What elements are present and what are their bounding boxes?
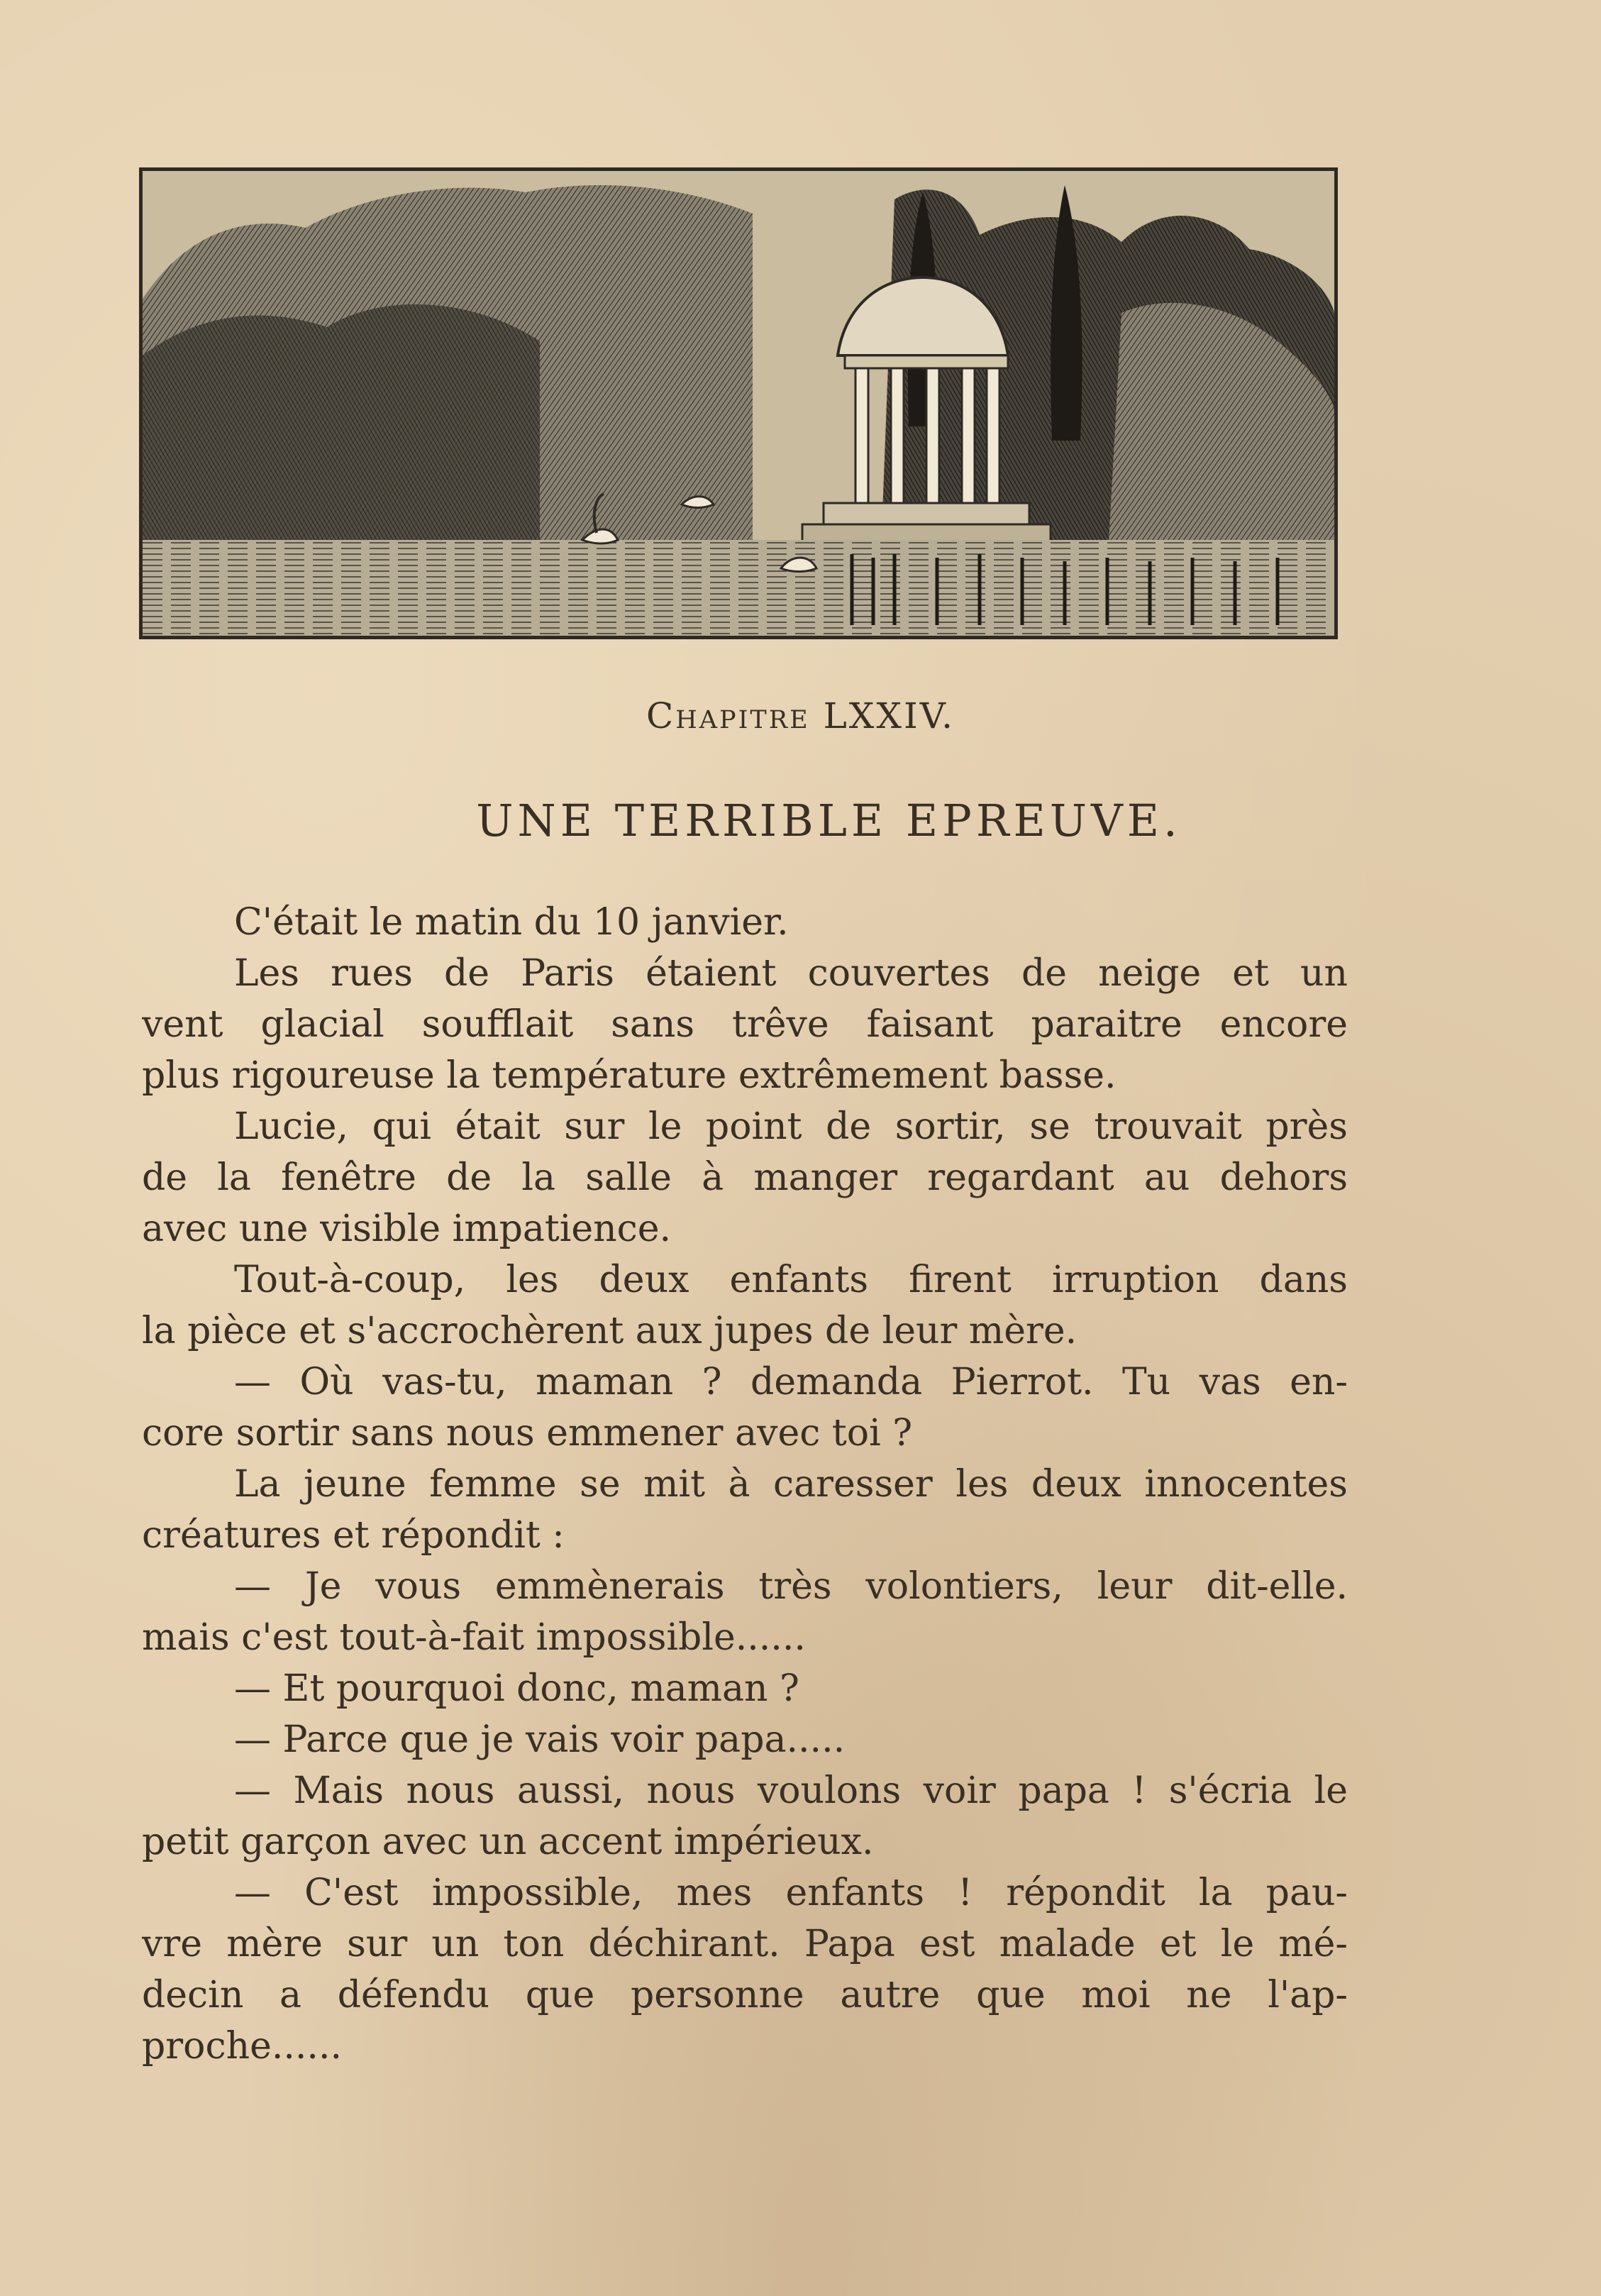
body-line-23: proche...... — [142, 2025, 343, 2068]
body-line-20: — C'est impossible, mes enfants ! répondit la pau- — [234, 1872, 1348, 1914]
body-line-17: — Parce que je vais voir papa..... — [234, 1718, 846, 1761]
body-line-3: vent glacial soufflait sans trêve faisant paraitre encore — [142, 1003, 1348, 1046]
body-line-14: — Je vous emmènerais très volontiers, leur dit-elle. — [234, 1565, 1348, 1608]
body-line-9: la pièce et s'accrochèrent aux jupes de leur mère. — [142, 1310, 1078, 1352]
body-line-19: petit garçon avec un accent impérieux. — [142, 1821, 874, 1863]
chapter-title: UNE TERRIBLE EPREUVE. — [476, 795, 1182, 846]
body-line-22: decin a défendu que personne autre que moi ne l'ap- — [142, 1974, 1348, 2016]
body-line-13: créatures et répondit : — [142, 1514, 565, 1557]
engraving-park-temple-swans-icon — [143, 171, 1334, 636]
body-line-12: La jeune femme se mit à caresser les deux innocentes — [234, 1463, 1348, 1506]
body-line-4: plus rigoureuse la température extrêmement basse. — [142, 1054, 1117, 1097]
chapter-vignette — [139, 167, 1338, 639]
body-text — [142, 897, 1348, 2072]
body-line-1: C'était le matin du 10 janvier. — [234, 901, 789, 944]
body-line-11: core sortir sans nous emmener avec toi ? — [142, 1412, 913, 1455]
body-line-8: Tout-à-coup, les deux enfants firent irruption dans — [234, 1259, 1348, 1301]
body-line-15: mais c'est tout-à-fait impossible...... — [142, 1616, 806, 1659]
body-line-6: de la fenêtre de la salle à manger regardant au dehors — [142, 1157, 1348, 1199]
body-line-7: avec une visible impatience. — [142, 1208, 672, 1250]
body-line-2: Les rues de Paris étaient couvertes de neige et un — [234, 952, 1348, 995]
body-line-21: vre mère sur un ton déchirant. Papa est malade et le mé- — [142, 1923, 1348, 1965]
chapter-heading: Chapitre LXXIV. — [646, 695, 955, 736]
body-line-16: — Et pourquoi donc, maman ? — [234, 1667, 799, 1710]
body-line-5: Lucie, qui était sur le point de sortir, se trouvait près — [234, 1105, 1348, 1148]
body-line-10: — Où vas-tu, maman ? demanda Pierrot. Tu vas en- — [234, 1361, 1348, 1403]
body-line-18: — Mais nous aussi, nous voulons voir papa ! s'écria le — [234, 1770, 1348, 1812]
